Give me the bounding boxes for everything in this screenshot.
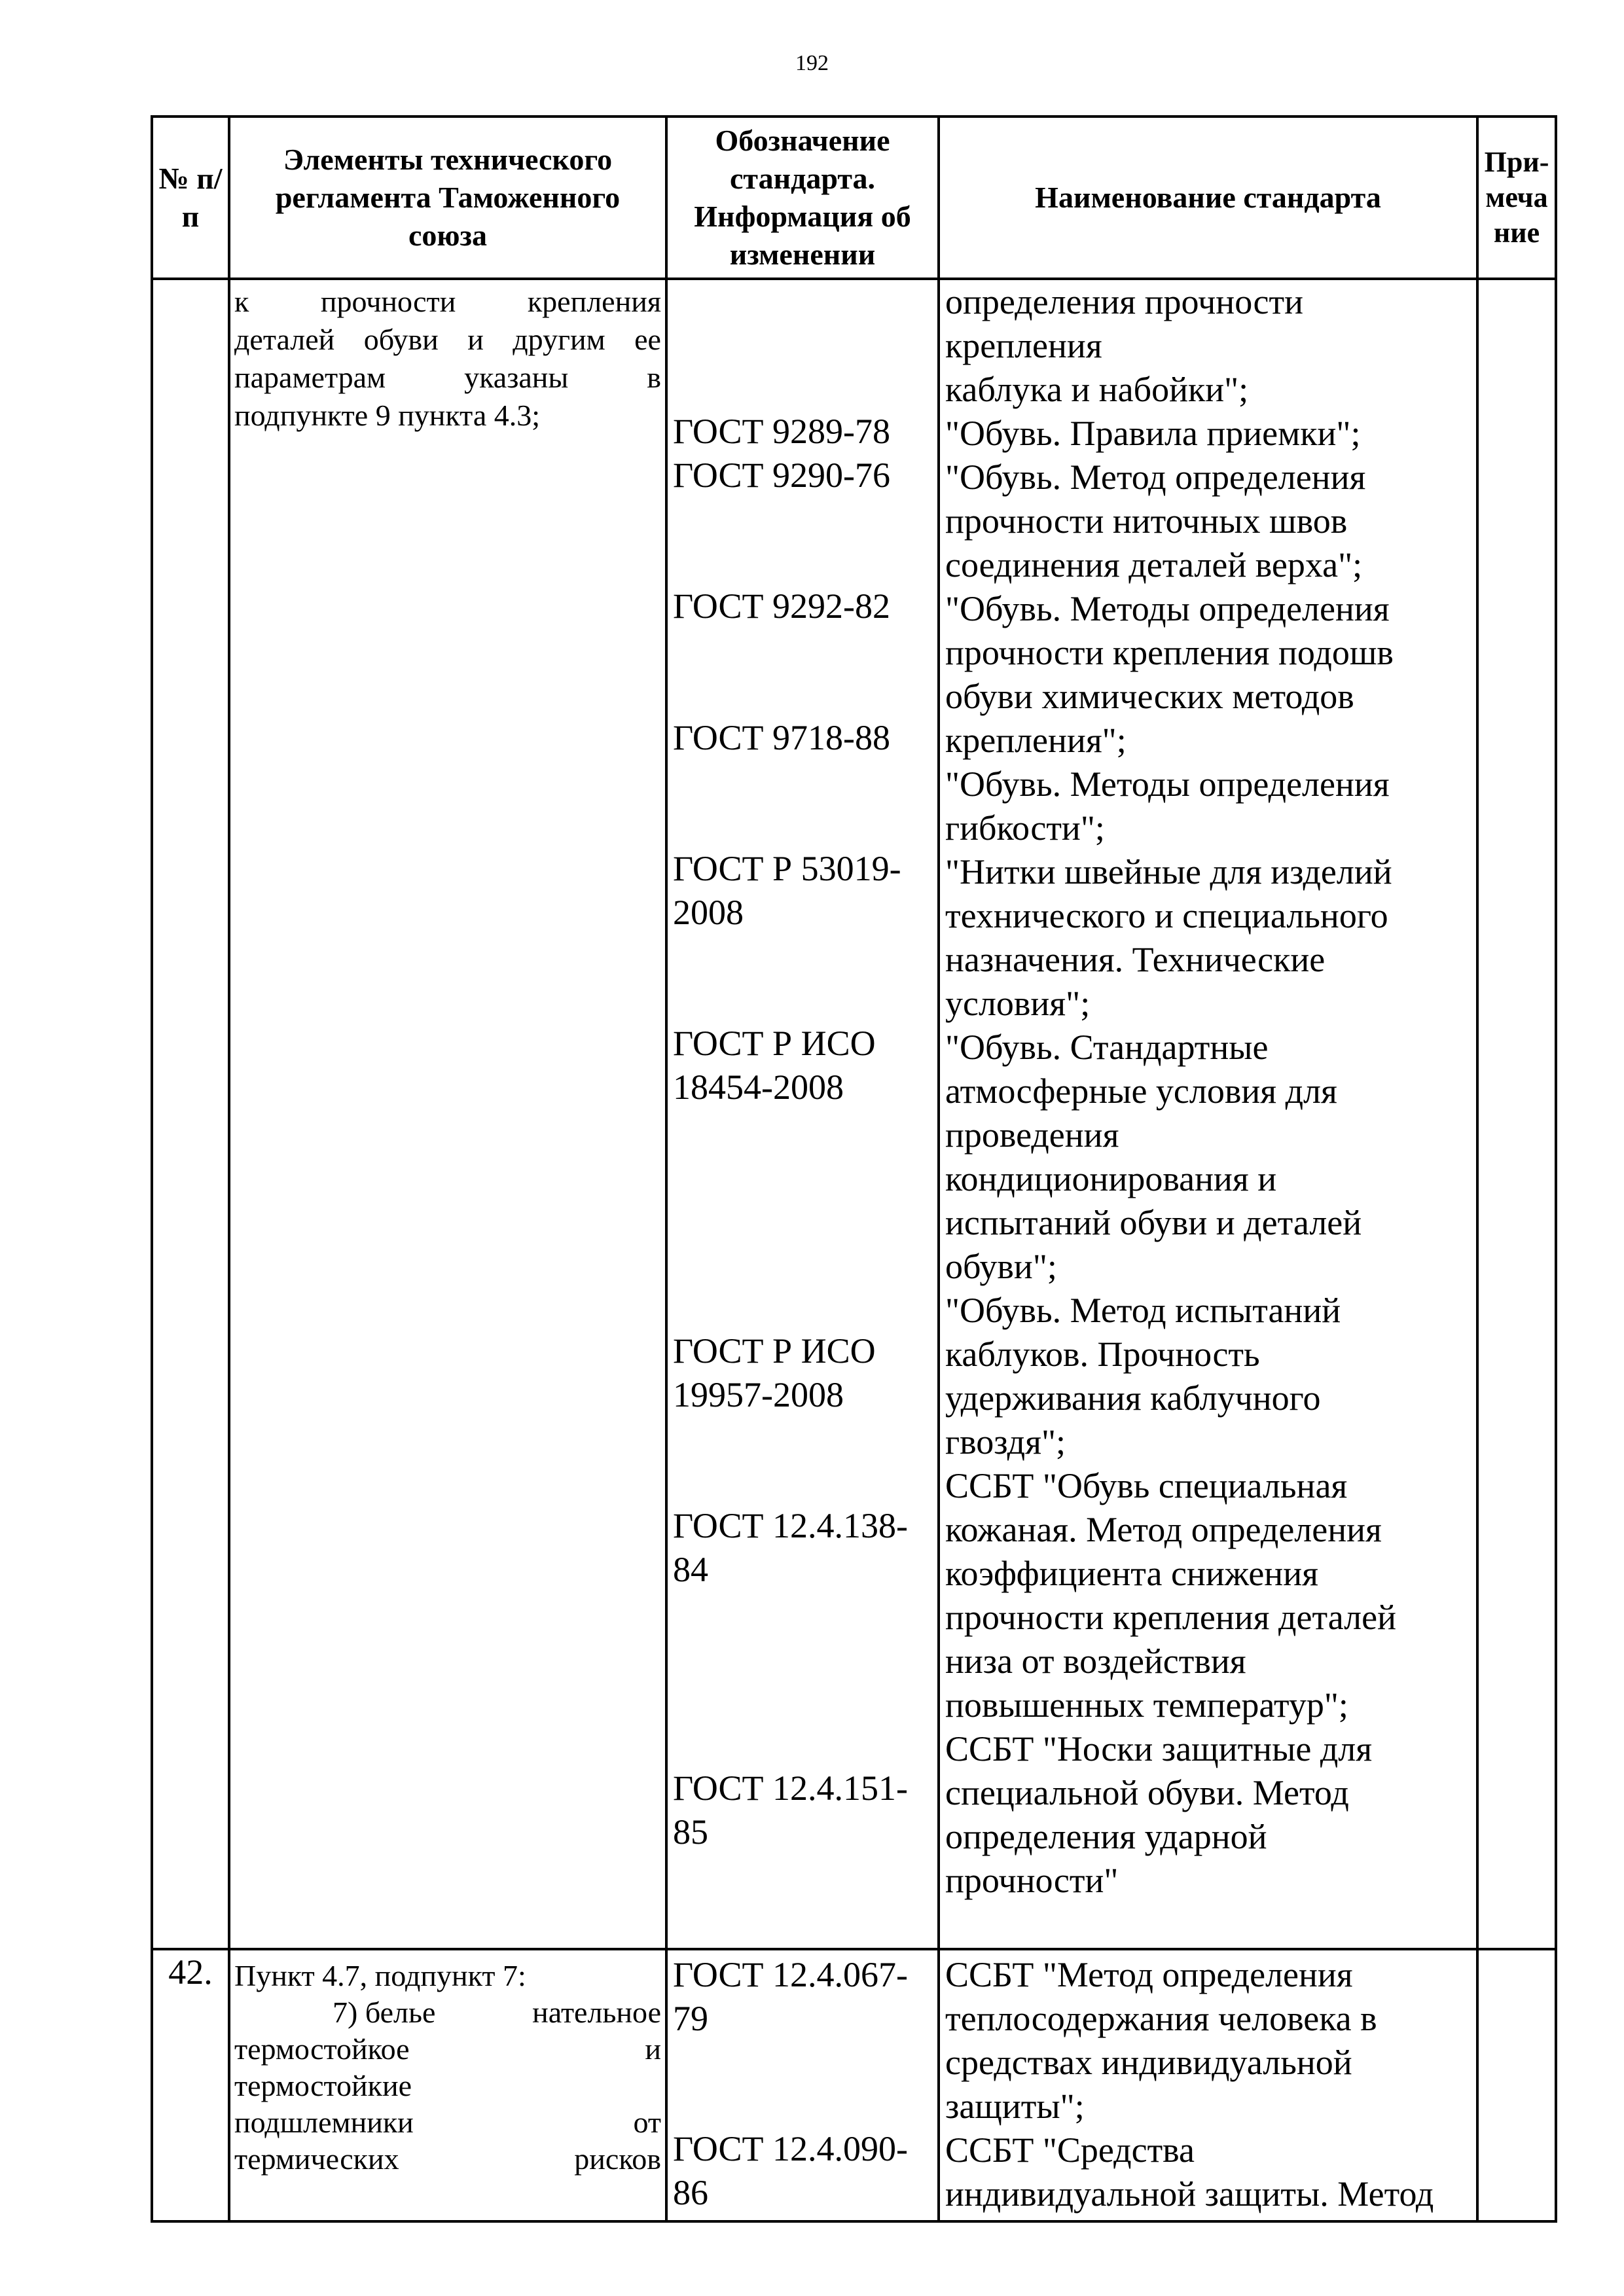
standard-code (673, 847, 933, 935)
elements-line (234, 318, 661, 356)
elements-word: от (633, 2106, 661, 2139)
standard-name-line: низа от воздействия (945, 1641, 1246, 1681)
elements-word: ее (634, 323, 661, 356)
standard-name-line: повышенных температур"; (945, 1685, 1348, 1725)
standard-name-line: "Обувь. Метод определения (945, 457, 1366, 497)
standard-code-line: ГОСТ 12.4.067- (673, 1955, 909, 1994)
elements-word: нательное (532, 1996, 661, 2029)
standard-code (673, 454, 933, 497)
elements-word: термических (234, 2142, 399, 2176)
standard-code-line: ГОСТ 12.4.090- (673, 2129, 909, 2168)
standard-code (673, 716, 933, 760)
table-header-row (152, 117, 1556, 279)
elements-word: в (647, 361, 661, 394)
standard-code (673, 1329, 933, 1417)
elements-word: указаны (464, 361, 569, 394)
standard-name-line: обуви"; (945, 1247, 1057, 1286)
page-number: 192 (795, 51, 829, 75)
standard-name-line: соединения деталей верха"; (945, 545, 1363, 584)
row-42-num: 42. (152, 1949, 229, 2221)
standard-name-line: "Обувь. Стандартные (945, 1028, 1269, 1067)
standard-name-line: ССБТ "Носки защитные для (945, 1729, 1373, 1768)
standard-name-line: гибкости"; (945, 808, 1105, 848)
standard-name-line: защиты"; (945, 2087, 1085, 2126)
standard-code-line: ГОСТ 9289-78 (673, 412, 891, 451)
standard-name-line: технического и специального (945, 896, 1388, 935)
header-name: Наименование стандарта (939, 117, 1477, 279)
standard-name-line: определения ударной (945, 1817, 1267, 1856)
elements-line (234, 394, 661, 432)
standards-table (151, 115, 1557, 2223)
standard-name-line: "Обувь. Правила приемки"; (945, 414, 1361, 453)
table-row (152, 1949, 1556, 2221)
elements-word: 7) белье (333, 1996, 436, 2029)
row-cont-names (939, 279, 1477, 1949)
elements-word: термостойкое (234, 2032, 410, 2066)
elements-line (234, 280, 661, 318)
elements-word: подшлемники (234, 2106, 414, 2139)
elements-line: термостойкие (234, 2069, 412, 2102)
standard-code-line: ГОСТ 9290-76 (673, 456, 891, 495)
standard-code (673, 1953, 933, 2041)
standard-name-line: крепления (945, 326, 1102, 365)
elements-line (234, 2028, 661, 2064)
elements-word: подпункте 9 пункта 4.3; (234, 399, 541, 432)
standard-name-line: кондиционирования и (945, 1159, 1277, 1198)
standard-name-line: ССБТ "Метод определения (945, 1955, 1353, 1994)
row-42-designations (666, 1949, 939, 2221)
header-designation: Обозначение стандарта. Информация об изменении (666, 117, 939, 279)
standard-name-line: крепления"; (945, 721, 1127, 760)
standard-code-line: 19957-2008 (673, 1375, 844, 1414)
elements-word: параметрам (234, 361, 386, 394)
standard-name-line: специальной обуви. Метод (945, 1773, 1349, 1812)
header-elements: Элементы технического регламента Таможенного союза (229, 117, 666, 279)
row-cont-note (1477, 279, 1556, 1949)
standard-name-line: проведения (945, 1115, 1119, 1155)
elements-word: другим (513, 323, 605, 356)
standard-code-line: 18454-2008 (673, 1067, 844, 1107)
standard-name-line: "Обувь. Методы определения (945, 589, 1390, 628)
standard-name-line: удерживания каблучного (945, 1378, 1321, 1418)
elements-line (234, 2138, 661, 2174)
standard-name-line: определения прочности (945, 282, 1304, 321)
elements-line (234, 1991, 661, 2028)
standard-code-line: ГОСТ Р ИСО (673, 1024, 876, 1063)
standard-name-line: атмосферные условия для (945, 1071, 1337, 1111)
standard-code-line: ГОСТ 12.4.151- (673, 1768, 909, 1808)
elements-word: деталей (234, 323, 335, 356)
standard-name-line: каблуков. Прочность (945, 1335, 1260, 1374)
standard-code (673, 1022, 933, 1109)
row-42-names (939, 1949, 1477, 2221)
elements-word: и (645, 2032, 661, 2066)
standard-code-line: ГОСТ Р ИСО (673, 1331, 876, 1371)
elements-line (234, 356, 661, 394)
standard-name-line: "Обувь. Методы определения (945, 764, 1390, 804)
standard-code (673, 2127, 933, 2215)
standard-name-line: назначения. Технические (945, 940, 1326, 979)
standard-code-line: 79 (673, 1999, 708, 2038)
row-cont-designations (666, 279, 939, 1949)
standard-name-line: ССБТ "Средства (945, 2130, 1195, 2170)
elements-word: обуви (363, 323, 439, 356)
table-row (152, 279, 1556, 1949)
standard-name-line: кожаная. Метод определения (945, 1510, 1382, 1549)
standard-name-line: средствах индивидуальной (945, 2043, 1352, 2082)
standard-code (673, 410, 933, 454)
elements-word: к (234, 285, 249, 318)
standard-code (673, 1767, 933, 1854)
standard-name-line: прочности ниточных швов (945, 501, 1348, 541)
standard-code-line: 85 (673, 1812, 708, 1852)
standard-code-line: 86 (673, 2173, 708, 2212)
elements-word: рисков (574, 2142, 661, 2176)
standard-code-line: ГОСТ 9292-82 (673, 586, 891, 626)
elements-word: крепления (527, 285, 661, 318)
row-42-elements (229, 1949, 666, 2221)
standard-code (673, 584, 933, 628)
standard-name-line: испытаний обуви и деталей (945, 1203, 1362, 1242)
standard-name-line: обуви химических методов (945, 677, 1354, 716)
elements-line (234, 2101, 661, 2138)
standard-name-line: прочности крепления деталей (945, 1598, 1396, 1637)
standard-code-line: ГОСТ 12.4.138- (673, 1506, 909, 1545)
standard-code-line: ГОСТ Р 53019- (673, 849, 901, 888)
standard-name-line: теплосодержания человека в (945, 1999, 1377, 2038)
standard-code-line: 2008 (673, 893, 744, 932)
row-42-note (1477, 1949, 1556, 2221)
header-num: № п/п (152, 117, 229, 279)
standard-name-line: ССБТ "Обувь специальная (945, 1466, 1348, 1505)
standard-name-line: прочности" (945, 1861, 1119, 1900)
row-cont-elements (229, 279, 666, 1949)
standard-name-line: прочности крепления подошв (945, 633, 1394, 672)
elements-word: прочности (320, 285, 456, 318)
standard-name-line: гвоздя"; (945, 1422, 1066, 1462)
header-note: При-меча ние (1477, 117, 1556, 279)
standard-name-line: каблука и набойки"; (945, 370, 1249, 409)
row-cont-num (152, 279, 229, 1949)
standard-name-line: коэффициента снижения (945, 1554, 1318, 1593)
standard-name-line: "Нитки швейные для изделий (945, 852, 1392, 891)
standard-name-line: индивидуальной защиты. Метод (945, 2174, 1434, 2214)
standard-name-line: "Обувь. Метод испытаний (945, 1291, 1341, 1330)
elements-word: и (467, 323, 484, 356)
elements-line: Пункт 4.7, подпункт 7: (234, 1959, 526, 1992)
standard-name-line: условия"; (945, 984, 1091, 1023)
standard-code-line: 84 (673, 1550, 708, 1589)
standard-code (673, 1504, 933, 1592)
standard-code-line: ГОСТ 9718-88 (673, 718, 891, 757)
